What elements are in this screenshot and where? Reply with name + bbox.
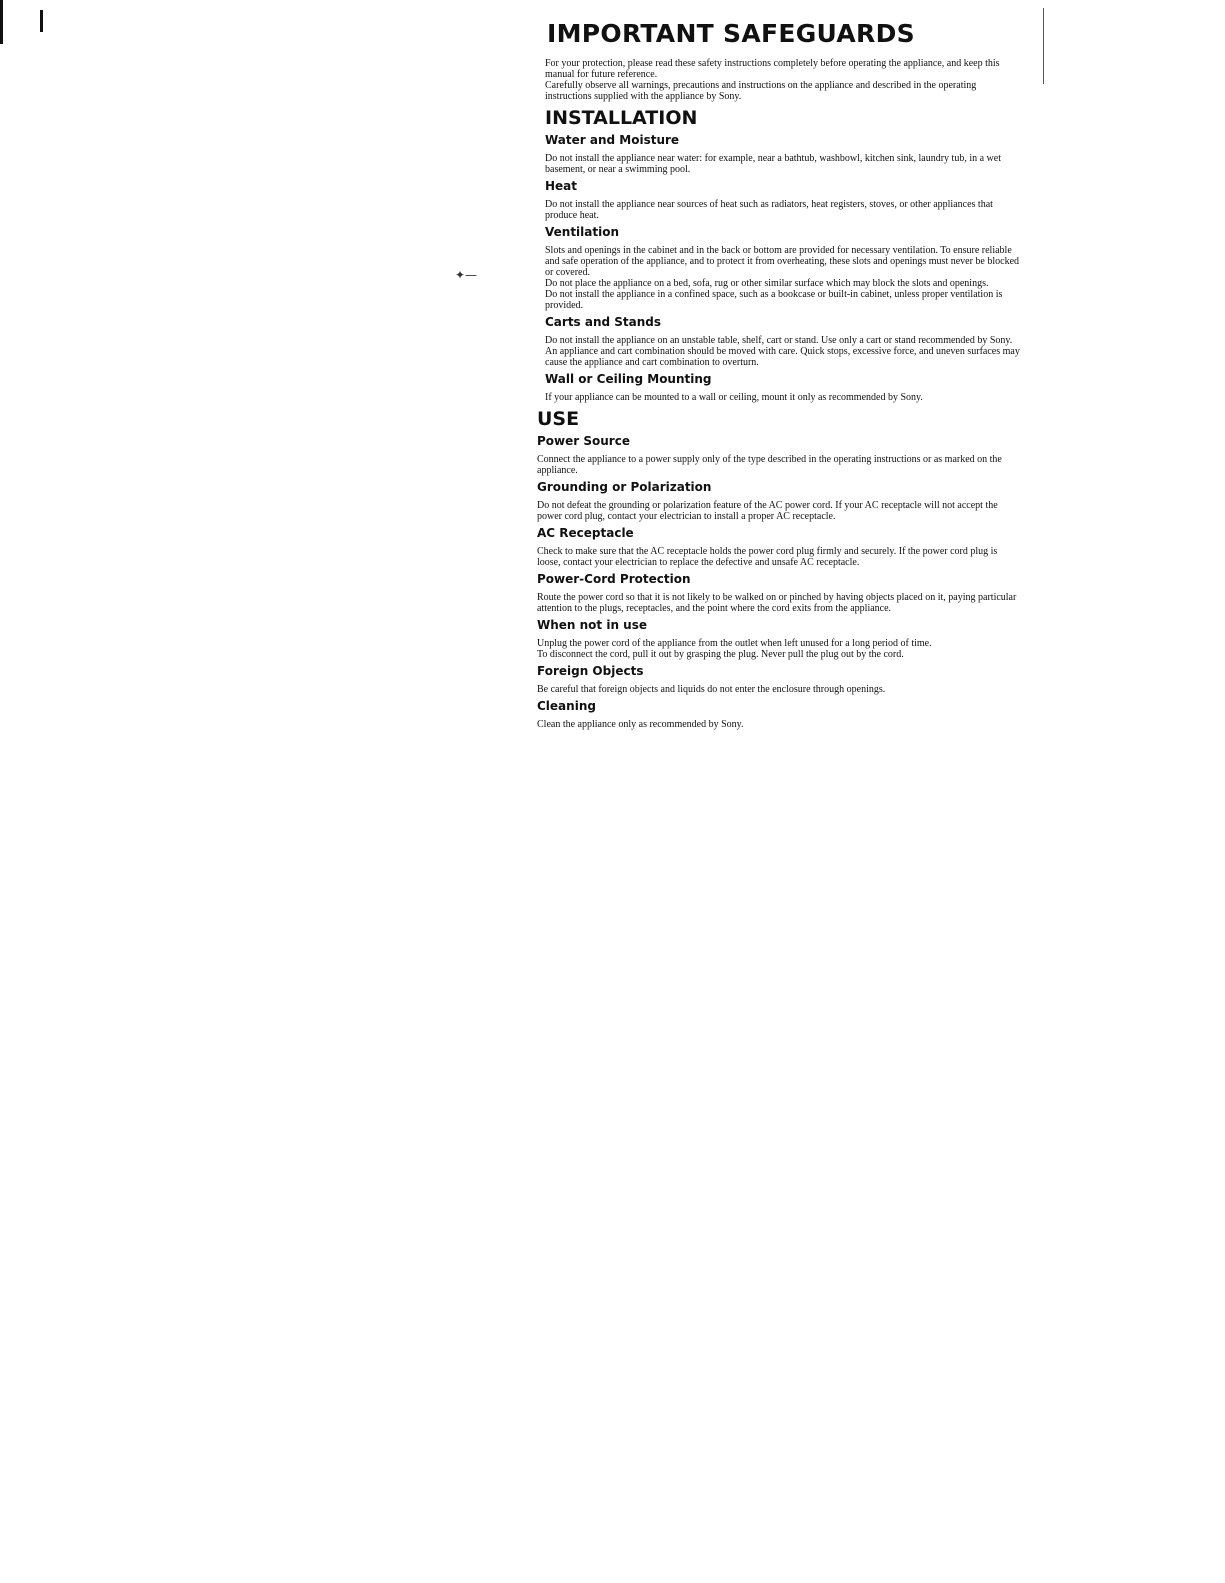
subheading-grounding-or-polarization: Grounding or Polarization — [537, 480, 712, 494]
paragraph: Do not install the appliance near water: for example, near a bathtub, washbowl, kitchen sink, laundry tub, in a wet basement, or near a swimming pool. — [545, 153, 1001, 175]
page-title: IMPORTANT SAFEGUARDS — [547, 19, 915, 48]
paragraph: Do not install the appliance on an unstable table, shelf, cart or stand. Use only a cart or stand recommended by Sony. — [545, 335, 1013, 346]
subheading-foreign-objects: Foreign Objects — [537, 664, 644, 678]
paragraph: Slots and openings in the cabinet and in the back or bottom are provided for necessary ventilation. To ensure reliable and safe operation of the appliance, and to protect it from overheating, these slots and openings must never be blocked or covered. — [545, 245, 1020, 278]
paragraph: Do not defeat the grounding or polarization feature of the AC power cord. If your AC receptacle will not accept the power cord plug, contact your electrician to install a proper AC receptacle. — [537, 500, 998, 522]
subheading-power-source: Power Source — [537, 434, 630, 448]
paragraph: If your appliance can be mounted to a wall or ceiling, mount it only as recommended by Sony. — [545, 392, 923, 403]
scan-mark — [40, 10, 43, 32]
paragraph: To disconnect the cord, pull it out by grasping the plug. Never pull the plug out by the cord. — [537, 649, 904, 660]
intro-paragraph: Carefully observe all warnings, precautions and instructions on the appliance and described in the operating instructions supplied with the appliance by Sony. — [545, 80, 977, 102]
intro-paragraph: For your protection, please read these safety instructions completely before operating the appliance, and keep this manual for future reference. — [545, 58, 1000, 80]
subheading-water-and-moisture: Water and Moisture — [545, 133, 680, 147]
intro — [545, 58, 1022, 102]
subheading-ac-receptacle: AC Receptacle — [537, 526, 634, 540]
paragraph: Do not install the appliance near sources of heat such as radiators, heat registers, stoves, or other appliances that produce heat. — [545, 199, 993, 221]
paragraph: Do not place the appliance on a bed, sofa, rug or other similar surface which may block the slots and openings. — [545, 278, 989, 289]
section-heading-use: USE — [537, 408, 580, 430]
use-section — [537, 407, 1022, 730]
subheading-heat: Heat — [545, 179, 578, 193]
subheading-when-not-in-use: When not in use — [537, 618, 647, 632]
paragraph: Route the power cord so that it is not likely to be walked on or pinched by having objects placed on it, paying particular attention to the plugs, receptacles, and the point where the cord exits from the appliance. — [537, 592, 1017, 614]
subheading-carts-and-stands: Carts and Stands — [545, 315, 662, 329]
paragraph: Unplug the power cord of the appliance from the outlet when left unused for a long period of time. — [537, 638, 932, 649]
paragraph: Clean the appliance only as recommended by Sony. — [537, 719, 744, 730]
paragraph: An appliance and cart combination should be moved with care. Quick stops, excessive force, and uneven surfaces may cause the appliance and cart combination to overturn. — [545, 346, 1020, 368]
installation-section — [545, 106, 1022, 403]
paragraph: Be careful that foreign objects and liquids do not enter the enclosure through openings. — [537, 684, 886, 695]
subheading-ventilation: Ventilation — [545, 225, 620, 239]
scan-rule — [1043, 8, 1044, 84]
subheading-power-cord-protection: Power-Cord Protection — [537, 572, 691, 586]
subheading-wall-or-ceiling-mounting: Wall or Ceiling Mounting — [545, 372, 712, 386]
paragraph: Do not install the appliance in a confined space, such as a bookcase or built-in cabinet, unless proper ventilation is provided. — [545, 289, 1003, 311]
subheading-cleaning: Cleaning — [537, 699, 596, 713]
scan-edge-mark — [0, 0, 3, 44]
safeguards-document — [532, 18, 1022, 734]
paragraph: Check to make sure that the AC receptacle holds the power cord plug firmly and securely. If the power cord plug is loose, contact your electrician to replace the defective and unsafe AC receptacle. — [537, 546, 998, 568]
paragraph: Connect the appliance to a power supply only of the type described in the operating instructions or as marked on the appliance. — [537, 454, 1002, 476]
section-heading-installation: INSTALLATION — [545, 107, 698, 129]
star-mark-icon: ✦— — [455, 268, 478, 282]
